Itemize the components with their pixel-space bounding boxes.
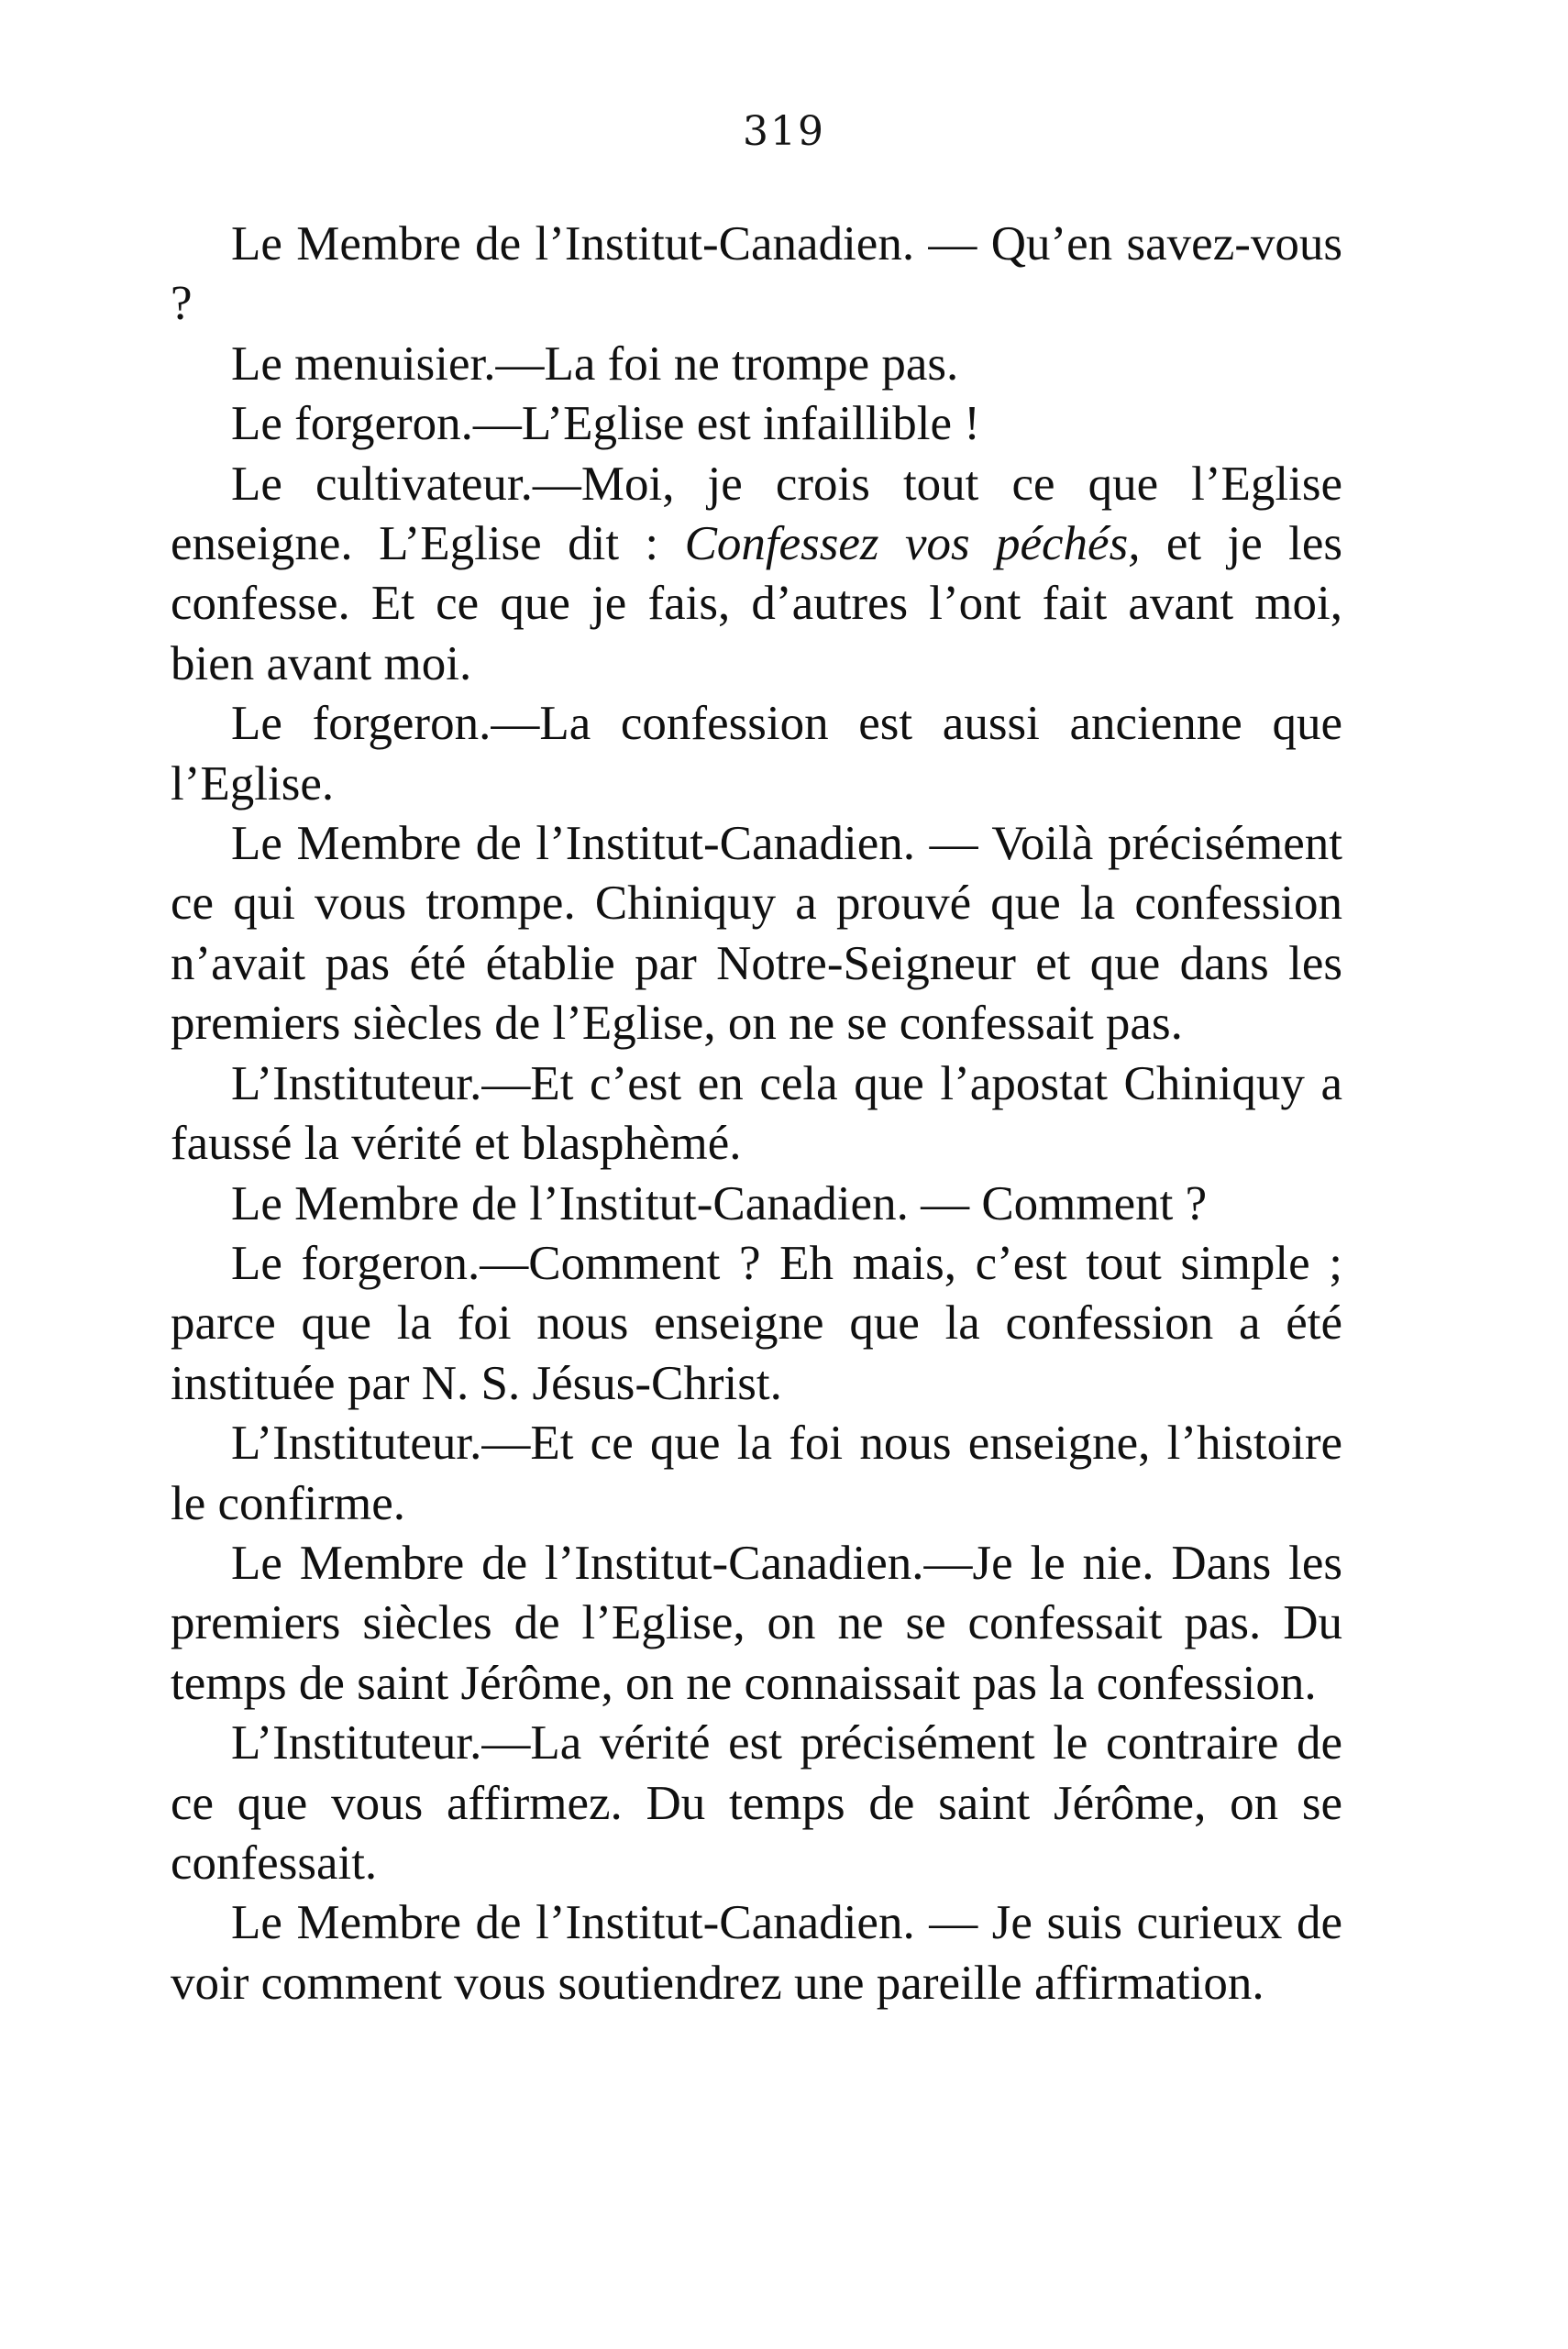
paragraph: L’Instituteur.—La vérité est précisément le contraire de ce que vous affirmez. Du temps de saint Jérôme, on se confessait. bbox=[171, 1716, 1342, 1890]
paragraph: Le menuisier.—La foi ne trompe pas. bbox=[231, 336, 959, 391]
paragraph: L’Instituteur.—Et ce que la foi nous enseigne, l’histoire le confirme. bbox=[171, 1417, 1342, 1530]
paragraph: Le Membre de l’Institut-Canadien. — Voilà précisément ce qui vous trompe. Chiniquy a prouvé que la confession n’avait pas été établie par Notre-Seigneur et que dans les premiers siècles de l’Eglise, on ne se confessait pas. bbox=[171, 817, 1342, 1051]
dialogue-text bbox=[171, 215, 1342, 2013]
paragraph: Le forgeron.—Comment ? Eh mais, c’est tout simple ; parce que la foi nous enseigne que la confession a été instituée par N. S. Jésus-Christ. bbox=[171, 1236, 1342, 1410]
paragraph: Le forgeron.—L’Eglise est infaillible ! bbox=[231, 397, 980, 451]
page-number: 319 bbox=[743, 108, 825, 155]
paragraph bbox=[171, 455, 1342, 695]
paragraph: Le Membre de l’Institut-Canadien. — Qu’en savez-vous ? bbox=[171, 217, 1342, 331]
paragraph: Le Membre de l’Institut-Canadien.—Je le nie. Dans les premiers siècles de l’Eglise, on ne se confessait pas. Du temps de saint Jérôme, on ne connaissait pas la confession. bbox=[171, 1536, 1342, 1710]
italic-quote: Confessez vos péchés, bbox=[684, 517, 1141, 571]
paragraph-text: et je les confesse. Et ce que je fais, d’autres l’ont fait avant moi, bien avant moi. bbox=[171, 517, 1343, 690]
paragraph: L’Instituteur.—Et c’est en cela que l’apostat Chiniquy a faussé la vérité et blasphèmé. bbox=[171, 1056, 1342, 1171]
paragraph: Le Membre de l’Institut-Canadien. — Je suis curieux de voir comment vous soutiendrez une pareille affirmation. bbox=[171, 1896, 1342, 2010]
paragraph: Le Membre de l’Institut-Canadien. — Comment ? bbox=[231, 1176, 1208, 1230]
paragraph: Le forgeron.—La confession est aussi ancienne que l’Eglise. bbox=[171, 697, 1342, 811]
paragraph-text: Le cultivateur.—Moi, je crois tout ce que l’Eglise enseigne. L’Eglise dit : bbox=[171, 457, 1342, 571]
